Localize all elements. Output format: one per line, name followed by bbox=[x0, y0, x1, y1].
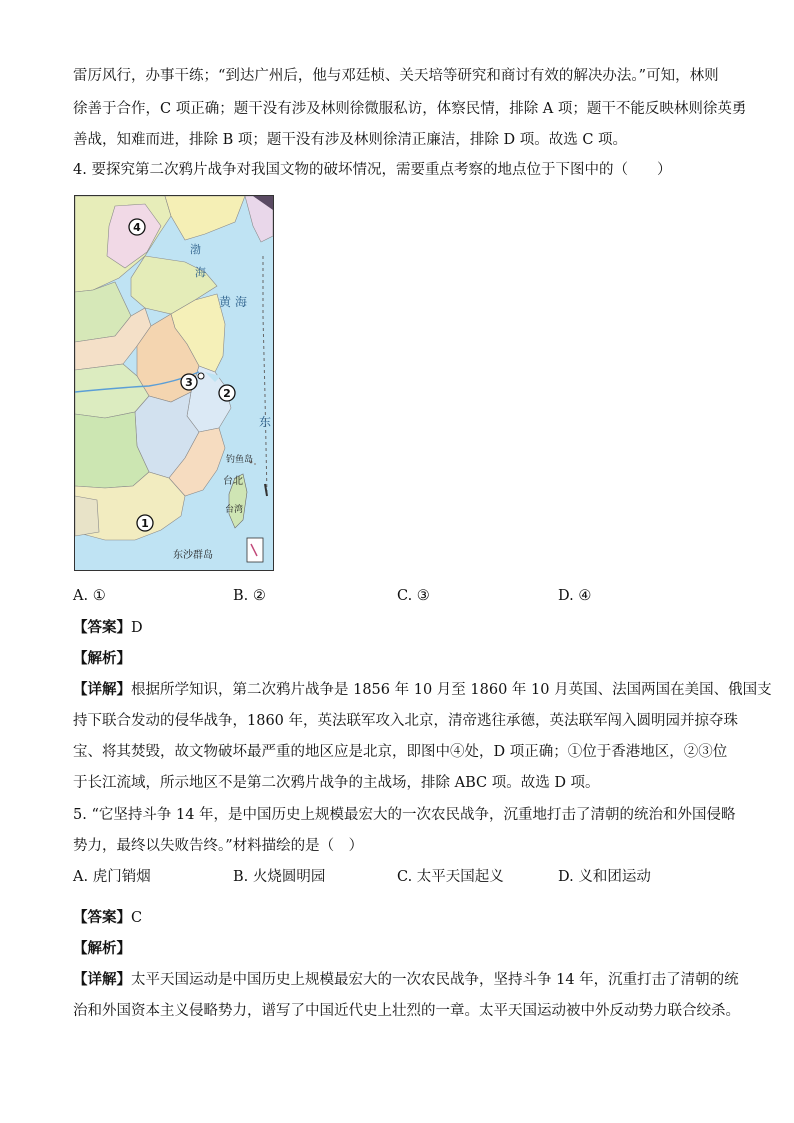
huanghai-label: 黄 bbox=[219, 295, 232, 309]
svg-text:2: 2 bbox=[223, 387, 231, 400]
marker-1 bbox=[137, 515, 153, 531]
svg-text:4: 4 bbox=[133, 221, 141, 234]
question-5-stem: 5. “它坚持斗争 14 年，是中国历史上规模最宏大的一次农民战争，沉重地打击了清朝的统治和外国侵略 bbox=[73, 807, 736, 823]
marker-4 bbox=[129, 219, 145, 235]
text-line: 善战，知难而进，排除 B 项；题干没有涉及林则徐清正廉洁，排除 D 项。故选 C 项。 bbox=[73, 132, 628, 148]
donghai-label: 东 bbox=[259, 415, 272, 429]
marker-2 bbox=[219, 385, 235, 401]
q5-option-d: D. 义和团运动 bbox=[558, 869, 651, 885]
svg-text:3: 3 bbox=[185, 376, 193, 389]
q5-detail-line: 治和外国资本主义侵略势力，谱写了中国近代史上壮烈的一章。太平天国运动被中外反动势力联合绞杀。 bbox=[73, 1003, 740, 1019]
dongsha-label: 东沙群岛 bbox=[173, 550, 213, 561]
q4-answer: 【答案】D bbox=[73, 619, 143, 636]
q5-analysis-heading: 【解析】 bbox=[73, 940, 131, 957]
bohai-label: 渤 bbox=[190, 243, 201, 256]
question-5-stem: 势力，最终以失败告终。”材料描绘的是（ ） bbox=[73, 838, 364, 854]
q5-option-a: A. 虎门销烟 bbox=[73, 869, 151, 885]
huanghai-label-2: 海 bbox=[235, 295, 248, 309]
q5-option-b: B. 火烧圆明园 bbox=[233, 869, 326, 885]
text-line: 雷厉风行，办事干练；“到达广州后，他与邓廷桢、关天培等研究和商讨有效的解决办法。”可知，林则 bbox=[73, 68, 719, 84]
q4-detail-line: 【详解】根据所学知识，第二次鸦片战争是 1856 年 10 月至 1860 年 10 月英国、法国两国在美国、俄国支 bbox=[73, 681, 772, 698]
diaoyu-label: 钓鱼岛 bbox=[226, 455, 254, 465]
svg-text:1: 1 bbox=[141, 517, 149, 530]
q4-detail-line: 持下联合发动的侵华战争，1860 年，英法联军攻入北京，清帝逃往承德，英法联军闯入圆明园并掠夺珠 bbox=[73, 713, 739, 729]
q4-option-c: C. ③ bbox=[397, 588, 430, 604]
map-svg bbox=[75, 196, 273, 570]
q4-option-a: A. ① bbox=[73, 588, 106, 604]
q4-option-b: B. ② bbox=[233, 588, 266, 604]
q5-option-c: C. 太平天国起义 bbox=[397, 869, 504, 885]
taiwan-label: 台湾 bbox=[225, 505, 244, 515]
q4-option-d: D. ④ bbox=[558, 588, 592, 604]
q4-detail-line: 于长江流域，所示地区不是第二次鸦片战争的主战场，排除 ABC 项。故选 D 项。 bbox=[73, 775, 600, 791]
bohai-label-2: 海 bbox=[195, 266, 206, 279]
text-line: 徐善于合作，C 项正确；题干没有涉及林则徐微服私访，体察民情，排除 A 项；题干不能反映林则徐英勇 bbox=[73, 101, 747, 117]
q4-detail-line: 宝、将其焚毁，故文物破坏最严重的地区应是北京，即图中④处，D 项正确；①位于香港地区，②③位 bbox=[73, 744, 728, 760]
question-4-stem: 4. 要探究第二次鸦片战争对我国文物的破坏情况，需要重点考察的地点位于下图中的（ ） bbox=[73, 162, 672, 178]
china-east-map bbox=[74, 195, 274, 571]
q5-detail-line: 【详解】太平天国运动是中国历史上规模最宏大的一次农民战争，坚持斗争 14 年，沉重打击了清朝的统 bbox=[73, 971, 739, 988]
q4-analysis-heading: 【解析】 bbox=[73, 650, 131, 667]
taibei-label: 台北 bbox=[223, 476, 243, 487]
q5-answer: 【答案】C bbox=[73, 909, 143, 926]
